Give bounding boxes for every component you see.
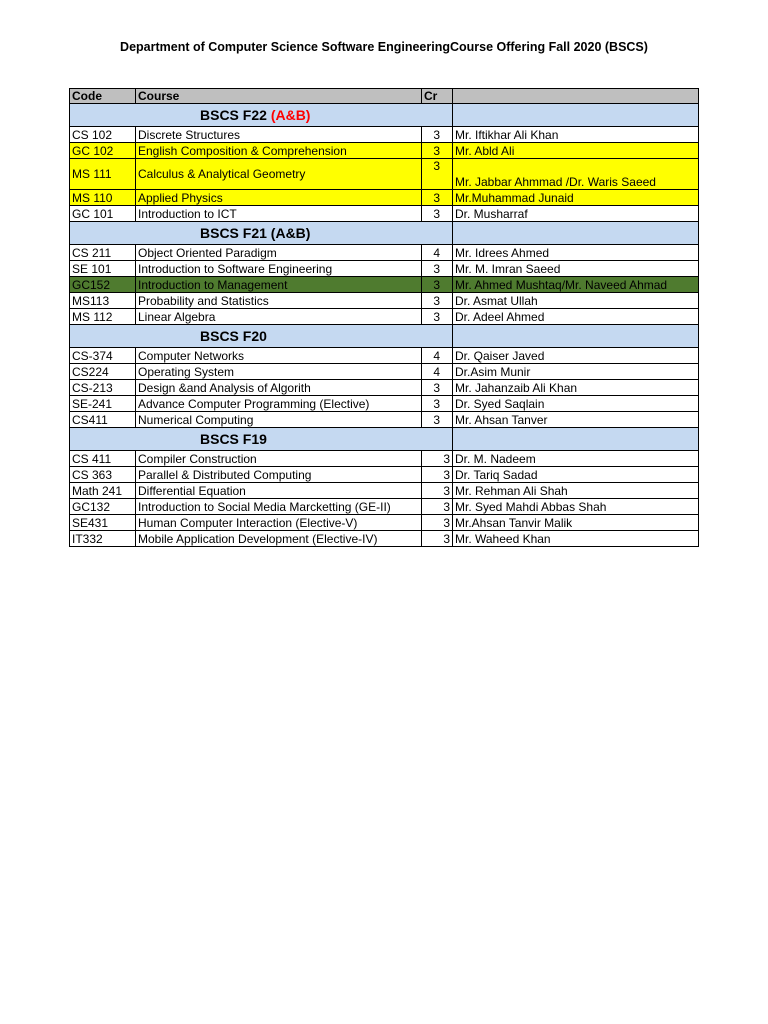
cell-course: Computer Networks (136, 348, 422, 364)
section-title (70, 428, 453, 451)
table-row (70, 206, 699, 222)
table-row (70, 293, 699, 309)
cell-cr: 3 (422, 396, 453, 412)
cell-teacher: Mr. Ahmed Mushtaq/Mr. Naveed Ahmad (453, 277, 699, 293)
cell-code: CS 411 (70, 451, 136, 467)
cell-teacher: Dr. Musharraf (453, 206, 699, 222)
cell-cr: 3 (422, 293, 453, 309)
table-row (70, 412, 699, 428)
cell-code: SE 101 (70, 261, 136, 277)
cell-code: CS 102 (70, 127, 136, 143)
table-row (70, 451, 699, 467)
course-offering-table (69, 88, 699, 547)
cell-course: Calculus & Analytical Geometry (136, 159, 422, 190)
cell-cr: 3 (422, 380, 453, 396)
section-blank (453, 222, 699, 245)
cell-cr: 3 (422, 499, 453, 515)
table-row (70, 127, 699, 143)
cell-course: Human Computer Interaction (Elective-V) (136, 515, 422, 531)
section-blank (453, 428, 699, 451)
cell-code: CS 363 (70, 467, 136, 483)
table-header-row (70, 89, 699, 104)
cell-teacher: Dr. Asmat Ullah (453, 293, 699, 309)
section-row (70, 222, 699, 245)
cell-cr: 3 (422, 127, 453, 143)
section-title (70, 325, 453, 348)
cell-cr: 4 (422, 348, 453, 364)
table-body (70, 89, 699, 547)
cell-course: Introduction to ICT (136, 206, 422, 222)
table-row (70, 190, 699, 206)
cell-code: GC132 (70, 499, 136, 515)
cell-code: CS 211 (70, 245, 136, 261)
section-label (70, 108, 390, 122)
document-title: Department of Computer Science Software EngineeringCourse Offering Fall 2020 (BSCS) (120, 40, 648, 54)
cell-cr: 4 (422, 364, 453, 380)
cell-cr: 3 (422, 483, 453, 499)
cell-teacher: Dr.Asim Munir (453, 364, 699, 380)
table-row (70, 261, 699, 277)
cell-teacher: Mr. Jabbar Ahmmad /Dr. Waris Saeed (453, 159, 699, 190)
cell-cr: 3 (422, 261, 453, 277)
cell-teacher: Dr. Tariq Sadad (453, 467, 699, 483)
table-row (70, 483, 699, 499)
cell-teacher: Mr. Syed Mahdi Abbas Shah (453, 499, 699, 515)
section-name: BSCS F19 (200, 431, 267, 447)
cell-course: Operating System (136, 364, 422, 380)
section-label (70, 432, 390, 446)
cell-code: CS-374 (70, 348, 136, 364)
cell-course: Introduction to Software Engineering (136, 261, 422, 277)
section-name: BSCS F20 (200, 328, 267, 344)
cell-code: MS 112 (70, 309, 136, 325)
cell-cr: 3 (422, 143, 453, 159)
cell-course: Introduction to Management (136, 277, 422, 293)
section-title (70, 222, 453, 245)
cell-cr: 4 (422, 245, 453, 261)
cell-course: Design &and Analysis of Algorith (136, 380, 422, 396)
cell-course: English Composition & Comprehension (136, 143, 422, 159)
cell-teacher: Dr. Qaiser Javed (453, 348, 699, 364)
cell-teacher: Dr. Syed Saqlain (453, 396, 699, 412)
cell-teacher: Mr. Waheed Khan (453, 531, 699, 547)
cell-course: Applied Physics (136, 190, 422, 206)
cell-teacher: Mr. M. Imran Saeed (453, 261, 699, 277)
cell-cr: 3 (422, 159, 453, 190)
table-row (70, 245, 699, 261)
cell-teacher: Mr. Ahsan Tanver (453, 412, 699, 428)
cell-cr: 3 (422, 412, 453, 428)
section-title (70, 104, 453, 127)
section-row (70, 325, 699, 348)
cell-teacher: Mr.Ahsan Tanvir Malik (453, 515, 699, 531)
section-name: BSCS F21 (A&B) (200, 225, 311, 241)
table-row (70, 277, 699, 293)
table-row (70, 143, 699, 159)
cell-code: GC152 (70, 277, 136, 293)
cell-teacher: Mr.Muhammad Junaid (453, 190, 699, 206)
section-blank (453, 104, 699, 127)
table-row (70, 515, 699, 531)
cell-cr: 3 (422, 277, 453, 293)
cell-code: SE-241 (70, 396, 136, 412)
cell-teacher: Dr. M. Nadeem (453, 451, 699, 467)
cell-code: Math 241 (70, 483, 136, 499)
cell-course: Introduction to Social Media Marcketting (GE-II) (136, 499, 422, 515)
table-row (70, 467, 699, 483)
cell-teacher: Mr. Idrees Ahmed (453, 245, 699, 261)
header-cr: Cr (422, 89, 453, 104)
section-row (70, 428, 699, 451)
cell-code: GC 101 (70, 206, 136, 222)
table-row (70, 309, 699, 325)
cell-code: SE431 (70, 515, 136, 531)
cell-cr: 3 (422, 451, 453, 467)
cell-course: Advance Computer Programming (Elective) (136, 396, 422, 412)
cell-course: Probability and Statistics (136, 293, 422, 309)
cell-cr: 3 (422, 206, 453, 222)
section-row (70, 104, 699, 127)
table-row (70, 364, 699, 380)
cell-code: CS411 (70, 412, 136, 428)
cell-teacher: Mr. Abld Ali (453, 143, 699, 159)
cell-cr: 3 (422, 531, 453, 547)
table-row (70, 396, 699, 412)
cell-course: Mobile Application Development (Elective-IV) (136, 531, 422, 547)
section-blank (453, 325, 699, 348)
cell-teacher: Mr. Iftikhar Ali Khan (453, 127, 699, 143)
cell-code: MS113 (70, 293, 136, 309)
table-row (70, 348, 699, 364)
table-row (70, 499, 699, 515)
cell-teacher: Mr. Jahanzaib Ali Khan (453, 380, 699, 396)
cell-course: Compiler Construction (136, 451, 422, 467)
cell-cr: 3 (422, 190, 453, 206)
cell-course: Numerical Computing (136, 412, 422, 428)
cell-cr: 3 (422, 515, 453, 531)
cell-course: Differential Equation (136, 483, 422, 499)
cell-course: Discrete Structures (136, 127, 422, 143)
cell-course: Linear Algebra (136, 309, 422, 325)
cell-course: Object Oriented Paradigm (136, 245, 422, 261)
section-label (70, 329, 390, 343)
cell-teacher: Mr. Rehman Ali Shah (453, 483, 699, 499)
cell-code: MS 110 (70, 190, 136, 206)
cell-cr: 3 (422, 309, 453, 325)
header-code: Code (70, 89, 136, 104)
cell-teacher: Dr. Adeel Ahmed (453, 309, 699, 325)
cell-course: Parallel & Distributed Computing (136, 467, 422, 483)
section-suffix: (A&B) (270, 107, 311, 123)
cell-code: MS 111 (70, 159, 136, 190)
cell-code: IT332 (70, 531, 136, 547)
cell-code: CS224 (70, 364, 136, 380)
section-name: BSCS F22 (200, 107, 267, 123)
cell-code: GC 102 (70, 143, 136, 159)
cell-code: CS-213 (70, 380, 136, 396)
header-teacher (453, 89, 699, 104)
header-course: Course (136, 89, 422, 104)
table-row (70, 531, 699, 547)
cell-cr: 3 (422, 467, 453, 483)
section-label (70, 226, 390, 240)
table-row (70, 380, 699, 396)
table-row (70, 159, 699, 190)
